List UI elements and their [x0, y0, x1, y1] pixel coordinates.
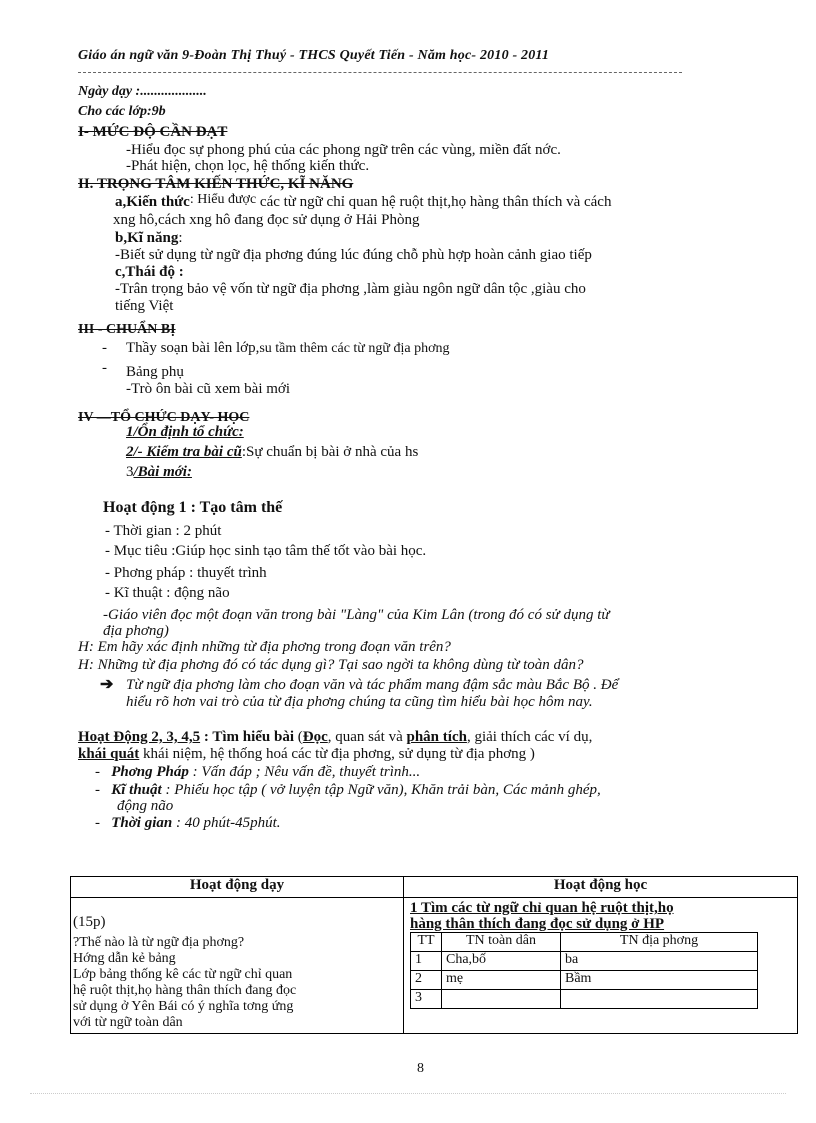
- activity-1-method: - Phơng pháp : thuyết trình: [105, 565, 267, 581]
- inner-header-standard: TN toàn dân: [442, 933, 561, 952]
- teaching-cell: [71, 898, 404, 1034]
- attitude-text-1: -Trân trọng bảo vệ vốn từ ngữ địa phơng ,làm giàu ngôn ngữ dân tộc ,giàu cho: [115, 281, 586, 297]
- section-4-title-text: IV —TỔ CHỨC DẠY- HỌC: [78, 410, 250, 425]
- attitude-label: c,Thái độ :: [115, 264, 184, 280]
- skill-label-line: [115, 230, 183, 247]
- col-teaching-header: Hoạt động dạy: [71, 877, 404, 898]
- activity-2-mid: , quan sát và: [327, 729, 407, 745]
- activity-2-paren: (: [294, 729, 303, 745]
- step-3-num: 3: [126, 464, 134, 480]
- footer-rule: [30, 1093, 786, 1094]
- teaching-line-2: ?Thế nào là từ ngữ địa phơng?: [73, 935, 245, 950]
- knowledge-line: [115, 194, 611, 211]
- question-1: H: Em hãy xác định những từ địa phơng trong đoạn văn trên?: [78, 639, 451, 655]
- activity-1-goal: - Mục tiêu :Giúp học sinh tạo tâm thế tốt vào bài học.: [105, 543, 427, 559]
- skill-text: -Biết sử dụng từ ngữ địa phơng đúng lúc đúng chỗ phù hợp hoàn cảnh giao tiếp: [115, 247, 592, 263]
- activity-2-khaiquat: khái quát: [78, 746, 140, 762]
- activity-table: [70, 876, 798, 1034]
- teacher-reading-2: địa phơng): [103, 623, 169, 639]
- learning-title-1: 1 Tìm các từ ngữ chỉ quan hệ ruột thịt,họ: [410, 900, 674, 916]
- teaching-date: Ngày dạy :...................: [78, 84, 207, 99]
- class-list: Cho các lớp:9b: [78, 104, 166, 119]
- prep-line-1a: Thầy soạn bài lên lớp,: [126, 340, 260, 356]
- section-1-line-1: -Hiểu đọc sự phong phú của các phong ngữ trên các vùng, miền đất nớc.: [126, 142, 561, 158]
- row-2-dialect: Bầm: [561, 971, 758, 990]
- activity-2-rest: , giải thích các ví dụ,: [466, 729, 593, 745]
- section-3-title-text: III - CHUẨN BỊ: [78, 322, 176, 337]
- activity-2-line-2: [78, 746, 535, 763]
- activity-1-title: Hoạt động 1 : Tạo tâm thế: [103, 499, 283, 516]
- activity-2-technique: - Kĩ thuật : Phiếu học tập ( vở luyện tập Ngữ văn), Khăn trải bàn, Các mảnh ghép,: [95, 782, 601, 798]
- prep-bullet-2: -: [102, 360, 107, 376]
- step-3-label: /Bài mới:: [133, 464, 192, 480]
- activity-2-doc: Đọc: [302, 729, 328, 745]
- page-header: Giáo án ngữ văn 9-Đoàn Thị Thuý - THCS Quyết Tiến - Năm học- 2010 - 2011: [78, 48, 550, 63]
- attitude-text-2: tiếng Việt: [115, 298, 174, 314]
- page-number: 8: [417, 1061, 424, 1076]
- header-rule: [78, 72, 682, 73]
- technique-text: : Phiếu học tập ( vở luyện tập Ngữ văn), Khăn trải bàn, Các mảnh ghép,: [161, 782, 601, 798]
- time-text: : 40 phút-45phút.: [172, 815, 281, 831]
- knowledge-label: a,Kiến thức: [115, 194, 190, 210]
- learning-cell: [404, 898, 798, 1034]
- activity-2-phantich: phân tích: [406, 729, 467, 745]
- technique-cont: động não: [117, 798, 174, 814]
- row-3-standard: [442, 990, 561, 1009]
- teaching-line-5: hệ ruột thịt,họ hàng thân thích đang đọc: [73, 983, 297, 998]
- activity-2-method: - Phơng Pháp : Vấn đáp ; Nêu vấn đề, thuyết trình...: [95, 764, 421, 780]
- answer-line-2: hiểu rõ hơn vai trò của từ địa phơng chúng ta cũng tìm hiểu bài học hôm nay.: [126, 694, 593, 710]
- teaching-line-4: Lớp bảng thống kê các từ ngữ chỉ quan: [73, 967, 293, 982]
- teaching-line-3: Hớng dẫn kẻ bảng: [73, 951, 176, 966]
- section-1-title: [78, 124, 227, 141]
- activity-2-title: Hoạt Động 2, 3, 4,5: [78, 729, 201, 745]
- knowledge-understand: : Hiểu được: [189, 192, 257, 207]
- step-3-line: [126, 464, 192, 481]
- activity-1-technique: - Kĩ thuật : động não: [105, 585, 230, 601]
- row-2-standard: mẹ: [442, 971, 561, 990]
- teaching-line-6: sử dụng ở Yên Bái có ý nghĩa tơng ứng: [73, 999, 294, 1014]
- knowledge-text: các từ ngữ chỉ quan hệ ruột thịt,họ hàng thân thích và cách: [259, 194, 612, 210]
- section-2-title: [78, 176, 353, 193]
- skill-label: b,Kĩ năng: [115, 230, 179, 246]
- section-1-line-2: -Phát hiện, chọn lọc, hệ thống kiến thức.: [126, 158, 370, 174]
- teaching-line-1: (15p): [73, 914, 106, 930]
- inner-header-dialect: TN địa phơng: [561, 933, 758, 952]
- knowledge-line-2: xng hô,cách xng hô đang đọc sử dụng ở Hải Phòng: [113, 212, 420, 228]
- row-3-tt: 3: [411, 990, 442, 1009]
- activity-2-time: - Thời gian : 40 phút-45phút.: [95, 815, 281, 831]
- section-2-title-text: II. TRỌNG TÂM KIẾN THỨC, KĨ NĂNG: [78, 176, 354, 192]
- prep-line-3: -Trò ôn bài cũ xem bài mới: [126, 381, 291, 397]
- prep-line-1b: su tầm thêm các từ ngữ địa phơng: [259, 341, 450, 356]
- activity-2-title-rest: : Tìm hiểu bài: [200, 729, 295, 745]
- step-2-line: [126, 444, 418, 461]
- dialect-table: [410, 932, 758, 1009]
- row-1-standard: Cha,bố: [442, 952, 561, 971]
- prep-bullet-1: -: [102, 340, 107, 356]
- activity-2-rest2: khái niệm, hệ thống hoá các từ địa phơng, sử dụng từ địa phơng ): [139, 746, 535, 762]
- learning-title-2: hàng thân thích đang đọc sử dụng ở HP: [410, 916, 665, 932]
- prep-line-2: Bảng phụ: [126, 364, 184, 380]
- teacher-reading-1: -Giáo viên đọc một đoạn văn trong bài "Làng" của Kim Lân (trong đó có sử dụng từ: [103, 607, 610, 623]
- section-1-title-text: I- MỨC ĐỘ CẦN ĐẠT: [78, 124, 228, 140]
- arrow-icon: ➔: [100, 676, 114, 693]
- row-1-dialect: ba: [561, 952, 758, 971]
- row-3-dialect: [561, 990, 758, 1009]
- teaching-line-7: với từ ngữ toàn dân: [73, 1015, 183, 1030]
- activity-2-title-line: [78, 729, 592, 746]
- row-2-tt: 2: [411, 971, 442, 990]
- question-2: H: Những từ địa phơng đó có tác dụng gì? Tại sao ngời ta không dùng từ toàn dân?: [78, 657, 584, 673]
- inner-header-tt: TT: [411, 933, 442, 952]
- col-learning-header: Hoạt động học: [404, 877, 798, 898]
- answer-line-1: Từ ngữ địa phơng làm cho đoạn văn và tác phẩm mang đậm sắc màu Bắc Bộ . Để: [126, 677, 619, 693]
- step-1-title: 1/Ổn định tổ chức:: [126, 424, 244, 440]
- technique-label: Kĩ thuật: [111, 782, 162, 798]
- skill-colon: :: [178, 230, 183, 246]
- method-text: : Vấn đáp ; Nêu vấn đề, thuyết trình...: [188, 764, 421, 780]
- section-3-title: [78, 322, 176, 338]
- time-label: Thời gian: [111, 815, 173, 831]
- activity-1-time: - Thời gian : 2 phút: [105, 523, 222, 539]
- row-1-tt: 1: [411, 952, 442, 971]
- prep-line-1: [126, 340, 449, 357]
- step-2-text: :Sự chuẩn bị bài ở nhà của hs: [241, 444, 419, 460]
- step-2-label: 2/- Kiểm tra bài cũ: [126, 444, 242, 460]
- method-label: Phơng Pháp: [111, 764, 189, 780]
